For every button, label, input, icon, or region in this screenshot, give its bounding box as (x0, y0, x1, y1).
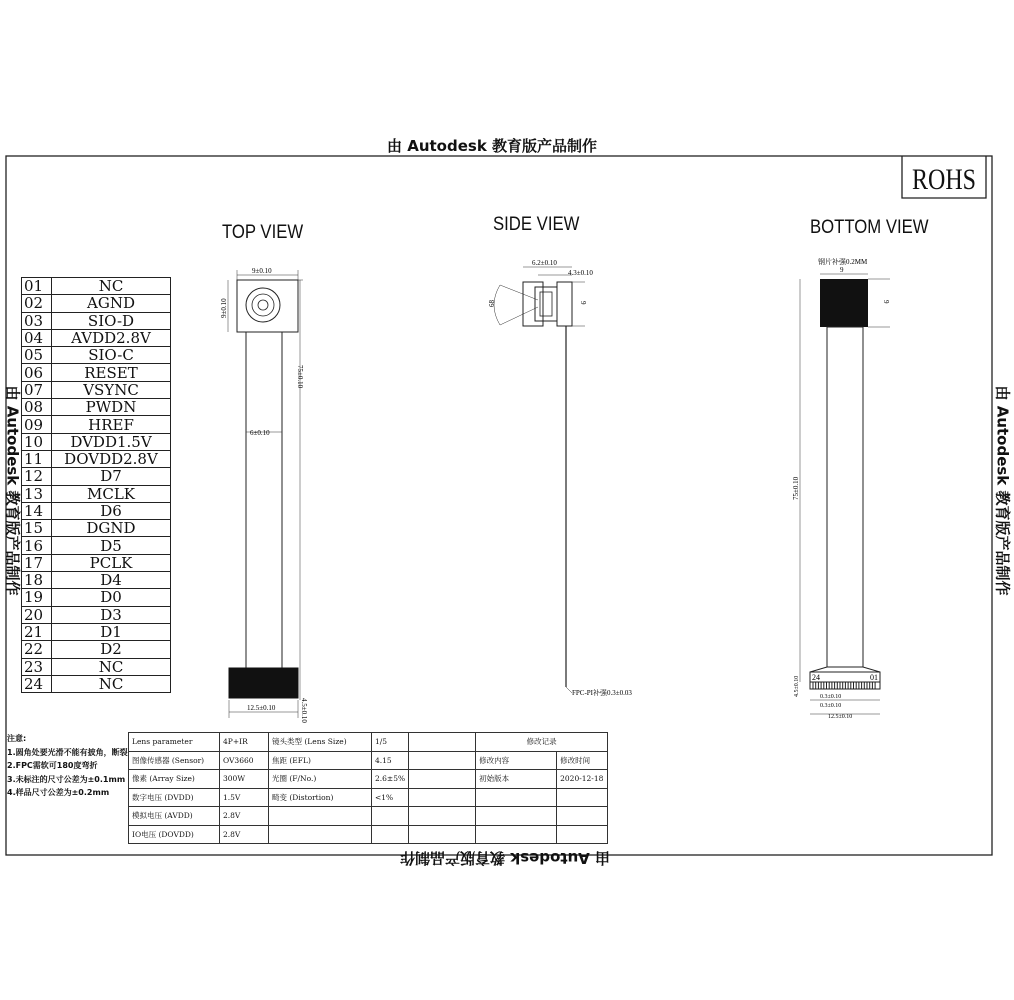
pin-signal: D5 (52, 537, 171, 554)
pin-number: 03 (22, 312, 52, 329)
pin-signal: HREF (52, 416, 171, 433)
param-row (129, 807, 608, 826)
param-row (129, 788, 608, 807)
note-item: 2.FPC需软可180度弯折 (7, 761, 98, 770)
pin-table (21, 277, 171, 693)
revision-header: 修改内容 (476, 751, 557, 770)
note-item: 3.未标注的尺寸公差为±0.1mm (7, 774, 126, 784)
pin-signal: D0 (52, 589, 171, 606)
top-fpc-width-dim: 6±0.10 (250, 429, 270, 437)
bottom-width-dim: 9 (840, 266, 844, 274)
note-item: 4.样品尺寸公差为±0.2mm (7, 788, 110, 797)
blank-cell (557, 788, 608, 807)
pin-number: 17 (22, 554, 52, 571)
param-cell: <1% (372, 788, 409, 807)
param-cell: 数字电压 (DVDD) (129, 788, 220, 807)
pin-row (22, 364, 171, 381)
side-total-dim: 6.2±0.10 (532, 259, 557, 267)
bottom-pin-last: 01 (870, 673, 878, 682)
pin-signal: NC (52, 675, 171, 692)
blank-cell (476, 825, 557, 844)
side-fov-dim: 68 (488, 300, 496, 307)
blank-cell (409, 751, 476, 770)
top-view-title: TOP VIEW (222, 222, 304, 243)
param-cell: OV3660 (220, 751, 269, 770)
param-cell: 光圈 (F/No.) (269, 770, 372, 789)
pin-signal: DGND (52, 520, 171, 537)
side-view-drawing (480, 255, 650, 705)
param-cell: 2.6±5% (372, 770, 409, 789)
blank-cell (476, 807, 557, 826)
note-item: 1.圆角处要光滑不能有披角，断裂 (7, 747, 128, 757)
param-row (129, 770, 608, 789)
pin-number: 07 (22, 381, 52, 398)
param-cell (269, 807, 372, 826)
param-cell: 4.15 (372, 751, 409, 770)
bottom-conn-width-dim: 12.5±0.10 (828, 714, 853, 720)
pin-number: 21 (22, 623, 52, 640)
pin-signal: MCLK (52, 485, 171, 502)
param-cell: 4P+IR (220, 733, 269, 752)
notes-title: 注意: (7, 734, 27, 743)
revision-content: 初始版本 (476, 770, 557, 789)
pin-signal: D4 (52, 572, 171, 589)
pin-number: 13 (22, 485, 52, 502)
pin-number: 02 (22, 295, 52, 312)
pin-number: 19 (22, 589, 52, 606)
watermark-bottom: 由 Autodesk 教育版产品制作 (400, 849, 611, 867)
side-body-dim: 4.3±0.10 (568, 269, 593, 277)
pin-row (22, 278, 171, 295)
side-fpc-note: FPC-PI补强0.3±0.03 (572, 689, 632, 697)
bottom-height-dim: 9 (882, 300, 890, 304)
param-cell: 2.8V (220, 807, 269, 826)
pin-row (22, 623, 171, 640)
pin-signal: AVDD2.8V (52, 329, 171, 346)
param-cell: 畸变 (Distortion) (269, 788, 372, 807)
param-cell: 1/5 (372, 733, 409, 752)
pin-number: 15 (22, 520, 52, 537)
blank-cell (557, 825, 608, 844)
rohs-label: ROHS (912, 163, 977, 196)
bottom-pad-height-dim: 4.5±0.10 (794, 675, 800, 697)
watermark-left: 由 Autodesk 教育版产品制作 (3, 385, 22, 596)
pin-number: 20 (22, 606, 52, 623)
pin-signal: NC (52, 658, 171, 675)
bottom-pin-first: 24 (812, 673, 820, 682)
blank-cell (409, 770, 476, 789)
pin-signal: RESET (52, 364, 171, 381)
side-view-title: SIDE VIEW (493, 214, 580, 235)
pin-signal: D6 (52, 502, 171, 519)
pin-row (22, 520, 171, 537)
pin-signal: D1 (52, 623, 171, 640)
bottom-length-dim: 75±0.10 (792, 476, 800, 500)
pin-signal: VSYNC (52, 381, 171, 398)
revision-title: 修改记录 (476, 733, 608, 752)
notes-block (7, 732, 128, 800)
param-row (129, 751, 608, 770)
pin-signal: NC (52, 278, 171, 295)
pin-row (22, 468, 171, 485)
pin-signal: PWDN (52, 399, 171, 416)
pin-row (22, 450, 171, 467)
bottom-pad-dim: 0.3±0.10 (820, 703, 842, 709)
pin-row (22, 485, 171, 502)
parameter-table (128, 732, 608, 844)
pin-number: 12 (22, 468, 52, 485)
pin-row (22, 589, 171, 606)
pin-signal: SIO-D (52, 312, 171, 329)
blank-cell (557, 807, 608, 826)
bottom-pitch-dim: 0.3±0.10 (820, 694, 842, 700)
pin-row (22, 295, 171, 312)
pin-number: 04 (22, 329, 52, 346)
pin-row (22, 312, 171, 329)
pin-row (22, 381, 171, 398)
param-row (129, 825, 608, 844)
pin-signal: SIO-C (52, 347, 171, 364)
param-cell: 镜头类型 (Lens Size) (269, 733, 372, 752)
pin-row (22, 675, 171, 692)
watermark-right: 由 Autodesk 教育版产品制作 (993, 385, 1012, 596)
param-cell: 300W (220, 770, 269, 789)
pin-number: 05 (22, 347, 52, 364)
blank-cell (409, 733, 476, 752)
param-cell: 像素 (Array Size) (129, 770, 220, 789)
blank-cell (409, 807, 476, 826)
param-cell: 焦距 (EFL) (269, 751, 372, 770)
param-cell: IO电压 (DOVDD) (129, 825, 220, 844)
pin-number: 06 (22, 364, 52, 381)
blank-cell (409, 825, 476, 844)
bottom-stiffener-note: 钢片补强0.2MM (818, 258, 868, 266)
pin-number: 08 (22, 399, 52, 416)
pin-number: 16 (22, 537, 52, 554)
pin-signal: DOVDD2.8V (52, 450, 171, 467)
pin-number: 09 (22, 416, 52, 433)
pin-row (22, 658, 171, 675)
top-conn-height-dim: 4.5±0.10 (300, 698, 308, 723)
pin-row (22, 433, 171, 450)
param-cell: 模拟电压 (AVDD) (129, 807, 220, 826)
pin-number: 01 (22, 278, 52, 295)
pin-row (22, 502, 171, 519)
pin-number: 23 (22, 658, 52, 675)
side-side-dim: 9 (579, 301, 587, 305)
top-width-dim: 9±0.10 (252, 267, 272, 275)
pin-number: 10 (22, 433, 52, 450)
pin-row (22, 641, 171, 658)
pin-row (22, 554, 171, 571)
bottom-view-title: BOTTOM VIEW (810, 217, 929, 238)
pin-signal: D7 (52, 468, 171, 485)
pin-row (22, 606, 171, 623)
revision-header: 修改时间 (557, 751, 608, 770)
pin-row (22, 329, 171, 346)
watermark-top: 由 Autodesk 教育版产品制作 (387, 137, 598, 155)
param-cell: 图像传感器 (Sensor) (129, 751, 220, 770)
param-cell (372, 825, 409, 844)
pin-row (22, 347, 171, 364)
param-cell: 1.5V (220, 788, 269, 807)
param-cell: Lens parameter (129, 733, 220, 752)
top-view-drawing (215, 260, 325, 723)
pin-signal: D2 (52, 641, 171, 658)
pin-signal: AGND (52, 295, 171, 312)
top-height-dim: 9±0.10 (220, 298, 228, 318)
revision-date: 2020-12-18 (557, 770, 608, 789)
pin-row (22, 572, 171, 589)
pin-row (22, 537, 171, 554)
param-row (129, 733, 608, 752)
pin-number: 24 (22, 675, 52, 692)
param-cell (269, 825, 372, 844)
pin-number: 14 (22, 502, 52, 519)
blank-cell (409, 788, 476, 807)
pin-signal: DVDD1.5V (52, 433, 171, 450)
pin-row (22, 416, 171, 433)
pin-number: 18 (22, 572, 52, 589)
param-cell: 2.8V (220, 825, 269, 844)
top-length-dim: 75±0.10 (296, 365, 304, 389)
top-conn-width-dim: 12.5±0.10 (247, 704, 276, 712)
pin-signal: D3 (52, 606, 171, 623)
pin-row (22, 399, 171, 416)
pin-number: 22 (22, 641, 52, 658)
pin-number: 11 (22, 450, 52, 467)
bottom-view-drawing (780, 252, 900, 722)
blank-cell (476, 788, 557, 807)
param-cell (372, 807, 409, 826)
pin-signal: PCLK (52, 554, 171, 571)
